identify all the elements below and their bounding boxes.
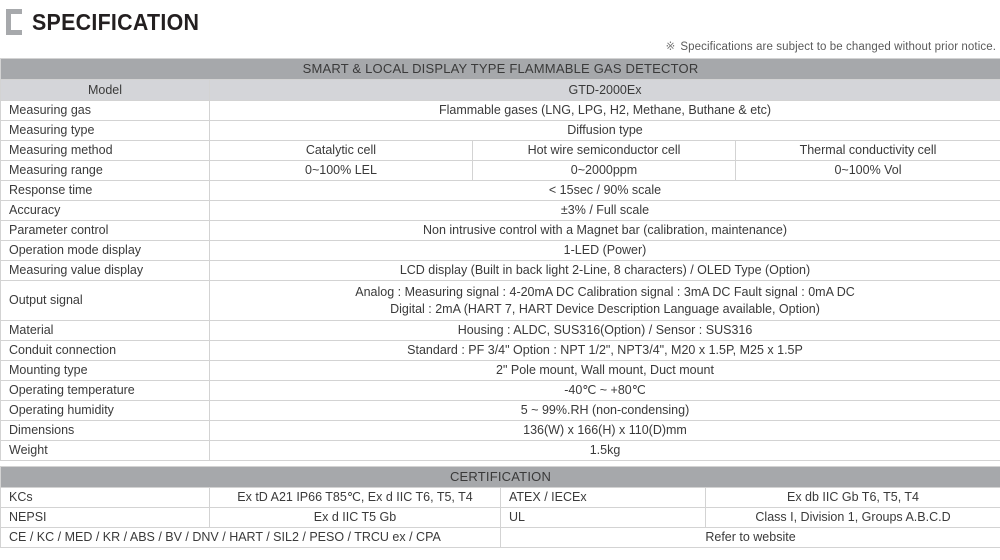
disclaimer-text: Specifications are subject to be changed without prior notice.: [680, 41, 996, 53]
table-row: [1, 361, 1000, 381]
row-value: Diffusion type: [210, 121, 1000, 141]
table-row: [1, 181, 1000, 201]
row-value: 136(W) x 166(H) x 110(D)mm: [210, 421, 1000, 441]
row-label: Dimensions: [1, 421, 210, 441]
row-value: Non intrusive control with a Magnet bar (calibration, maintenance): [210, 221, 1000, 241]
cert-value-1: Ex d IIC T5 Gb: [210, 508, 501, 528]
row-value-line-2: Digital : 2mA (HART 7, HART Device Description Language available, Option): [390, 301, 820, 316]
cert-label-2: UL: [501, 508, 706, 528]
row-label: Measuring gas: [1, 101, 210, 121]
row-value: Flammable gases (LNG, LPG, H2, Methane, Buthane & etc): [210, 101, 1000, 121]
row-label: Measuring value display: [1, 261, 210, 281]
row-value-col1: 0~100% LEL: [210, 161, 473, 181]
row-value-col3: 0~100% Vol: [736, 161, 1000, 181]
table-row: [1, 141, 1000, 161]
disclaimer-note: [666, 39, 996, 53]
table-row: [1, 121, 1000, 141]
row-value: LCD display (Built in back light 2-Line, 8 characters) / OLED Type (Option): [210, 261, 1000, 281]
cert-standards-list: CE / KC / MED / KR / ABS / BV / DNV / HART / SIL2 / PESO / TRCU ex / CPA: [1, 528, 501, 548]
row-label: Accuracy: [1, 201, 210, 221]
cert-value-1: Ex tD A21 IP66 T85℃, Ex d IIC T6, T5, T4: [210, 488, 501, 508]
row-value: -40℃ ~ +80℃: [210, 381, 1000, 401]
row-value: Standard : PF 3/4" Option : NPT 1/2", NPT3/4", M20 x 1.5P, M25 x 1.5P: [210, 341, 1000, 361]
row-value-col1: Catalytic cell: [210, 141, 473, 161]
table-row: [1, 261, 1000, 281]
row-value: 1.5kg: [210, 441, 1000, 461]
table-row: [1, 488, 1000, 508]
row-value-col2: 0~2000ppm: [473, 161, 736, 181]
table-row: [1, 281, 1000, 321]
row-value: < 15sec / 90% scale: [210, 181, 1000, 201]
certification-title: CERTIFICATION: [1, 467, 1000, 488]
cert-label-1: KCs: [1, 488, 210, 508]
page-title-row: [0, 4, 212, 40]
row-value: [210, 281, 1000, 321]
cert-label-2: ATEX / IECEx: [501, 488, 706, 508]
table-row: [1, 101, 1000, 121]
row-value: 1-LED (Power): [210, 241, 1000, 261]
cert-label-1: NEPSI: [1, 508, 210, 528]
bracket-icon: [6, 9, 22, 35]
table-row: [1, 401, 1000, 421]
row-value: Housing : ALDC, SUS316(Option) / Sensor : SUS316: [210, 321, 1000, 341]
table-row: [1, 421, 1000, 441]
specification-table: [0, 58, 1000, 461]
table-row: [1, 201, 1000, 221]
row-value: ±3% / Full scale: [210, 201, 1000, 221]
model-value: GTD-2000Ex: [210, 80, 1000, 101]
table-row: [1, 161, 1000, 181]
row-value-col3: Thermal conductivity cell: [736, 141, 1000, 161]
row-label: Conduit connection: [1, 341, 210, 361]
row-label: Measuring type: [1, 121, 210, 141]
model-header: Model: [1, 80, 210, 101]
table-title: SMART & LOCAL DISPLAY TYPE FLAMMABLE GAS DETECTOR: [1, 59, 1000, 80]
table-row: [1, 381, 1000, 401]
cert-title-row: [1, 467, 1000, 488]
row-value: 2" Pole mount, Wall mount, Duct mount: [210, 361, 1000, 381]
row-label: Operating humidity: [1, 401, 210, 421]
row-label: Measuring range: [1, 161, 210, 181]
row-label: Operating temperature: [1, 381, 210, 401]
row-value: 5 ~ 99%.RH (non-condensing): [210, 401, 1000, 421]
cert-value-2: Ex db IIC Gb T6, T5, T4: [706, 488, 1000, 508]
table-row: [1, 80, 1000, 101]
row-label: Weight: [1, 441, 210, 461]
table-row: [1, 508, 1000, 528]
table-row: [1, 528, 1000, 548]
table-title-row: [1, 59, 1000, 80]
row-label: Parameter control: [1, 221, 210, 241]
row-label: Material: [1, 321, 210, 341]
cert-standards-value: Refer to website: [501, 528, 1000, 548]
page-title: SPECIFICATION: [32, 8, 200, 35]
row-label: Mounting type: [1, 361, 210, 381]
row-label: Measuring method: [1, 141, 210, 161]
row-label: Operation mode display: [1, 241, 210, 261]
table-row: [1, 341, 1000, 361]
certification-table: [0, 466, 1000, 548]
table-row: [1, 221, 1000, 241]
row-label: Response time: [1, 181, 210, 201]
cert-value-2: Class I, Division 1, Groups A.B.C.D: [706, 508, 1000, 528]
row-label: Output signal: [1, 281, 210, 321]
row-value-line-1: Analog : Measuring signal : 4-20mA DC Calibration signal : 3mA DC Fault signal : 0mA DC: [355, 284, 855, 299]
asterisk-icon: ※: [665, 41, 676, 53]
table-row: [1, 321, 1000, 341]
row-value-col2: Hot wire semiconductor cell: [473, 141, 736, 161]
table-row: [1, 241, 1000, 261]
table-row: [1, 441, 1000, 461]
